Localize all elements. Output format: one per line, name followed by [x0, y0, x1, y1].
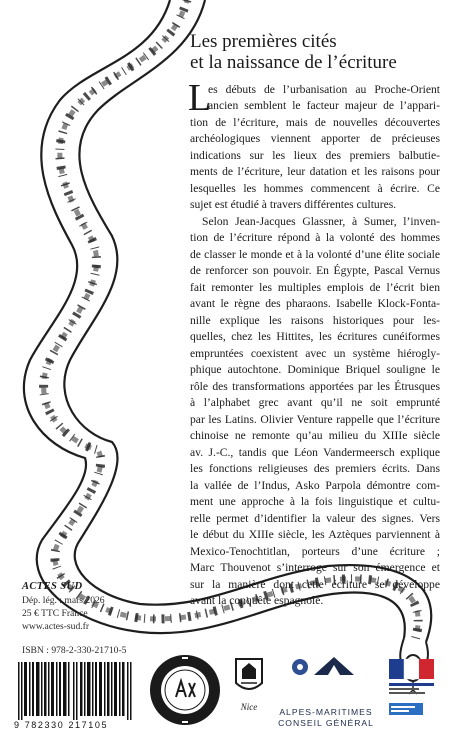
- text-line: tion de l’écriture, mais de nouvelles découvertes: [190, 116, 440, 129]
- text-line: nille explique les raisons historiques pour les-: [190, 314, 440, 327]
- barcode-digits: 9 782330 217105: [14, 720, 109, 730]
- text-line: tion de l’écriture répond à la volonté des hommes: [190, 231, 440, 244]
- text-line: de classer le monde et à la volonté d’une élite sociale: [190, 248, 440, 261]
- department-line-2: CONSEIL GÉNÉRAL: [278, 717, 374, 728]
- svg-text:Nice: Nice: [240, 702, 258, 712]
- text-line: ment une approche à la fois linguistique et cultu-: [190, 495, 440, 508]
- department-line-1: ALPES-MARITIMES: [279, 707, 373, 717]
- text-line: à l’alphabet grec avant qu’il ne soit emprunté: [190, 396, 440, 409]
- text-line: phique autochtone. Dominique Briquel souligne le: [190, 363, 440, 376]
- department-name: [272, 707, 380, 728]
- text-line: ments de l’écriture, leur datation et les raisons pour: [190, 165, 440, 178]
- text-line: ancien semblent le facteur majeur de l’appari-: [208, 99, 440, 112]
- publisher-name: ACTES SUD: [22, 581, 83, 592]
- association-logo: [148, 653, 222, 727]
- text-line: relle permet d’identifier la valeur des signes. Vers: [190, 512, 440, 525]
- text-line: lesquelles les hommes commencent à écrire. Ce: [190, 182, 440, 195]
- text-line: les fonctions religieuses des premiers écrits. Dans: [190, 462, 440, 475]
- barcode: [18, 662, 134, 720]
- text-line: rôle des transformations apportées par les Étrusques: [190, 380, 440, 393]
- publisher-website: www.actes-sud.fr: [22, 621, 90, 633]
- title-line-1: Les premières cités: [190, 31, 337, 52]
- text-line: le début du XIIIe siècle, les Aztèques parviennent à: [190, 528, 440, 541]
- drop-cap: L: [188, 77, 212, 119]
- legal-deposit: Dép. lég. : mars 2026: [22, 595, 105, 606]
- text-line: chinoise ne remonte qu’au milieu du XIIIe siècle: [190, 429, 440, 442]
- text-line: de renforcer son pouvoir. En Égypte, Pascal Vernus: [190, 264, 440, 277]
- title-line-2: et la naissance de l’écriture: [190, 52, 397, 73]
- nice-city-logo: [232, 655, 266, 727]
- text-line: Mexico-Tenochtitlan, porteurs d’une écriture ;: [190, 545, 440, 558]
- text-line: Marc Thouvenot s’interroge sur son émergence et: [190, 561, 440, 574]
- imprint-block: [22, 580, 172, 634]
- text-line: avant la conquête espagnole.: [190, 594, 324, 607]
- text-line: sur la manière dont cette écriture se développe: [190, 578, 440, 591]
- text-line: quelles, chez les Hittites, les écritures cunéiformes: [190, 330, 440, 343]
- price: 25 € TTC France: [22, 608, 88, 620]
- text-line: la vallée de l’Indus, Asko Parpola démontre com-: [190, 479, 440, 492]
- text-line: empruntées coexistent avec un système hiérogly-: [190, 347, 440, 360]
- text-line: indications sur les lieux des premiers balbutie-: [190, 149, 440, 162]
- text-line: fait remonter les multiples emplois de l’écrit bien: [190, 281, 440, 294]
- text-line: avant le règne des pharaons. Isabelle Klock-Fonta-: [190, 297, 440, 310]
- text-line: av. J.-C., tandis que Léon Vandermeersch explique: [190, 446, 440, 459]
- isbn: ISBN : 978-2-330-21710-5: [22, 645, 127, 656]
- text-line: es débuts de l’urbanisation au Proche-Orient: [208, 83, 440, 96]
- text-line: sujet est étudié à travers différentes cultures.: [190, 198, 397, 211]
- text-line: Selon Jean-Jacques Glassner, à Sumer, l’inven-: [202, 215, 440, 228]
- text-line: archéologiques viennent apporter de précieuses: [190, 132, 440, 145]
- text-line: par les Latins. Olivier Venture rappelle que l’écriture: [190, 413, 440, 426]
- ministry-culture-logo: [383, 655, 441, 725]
